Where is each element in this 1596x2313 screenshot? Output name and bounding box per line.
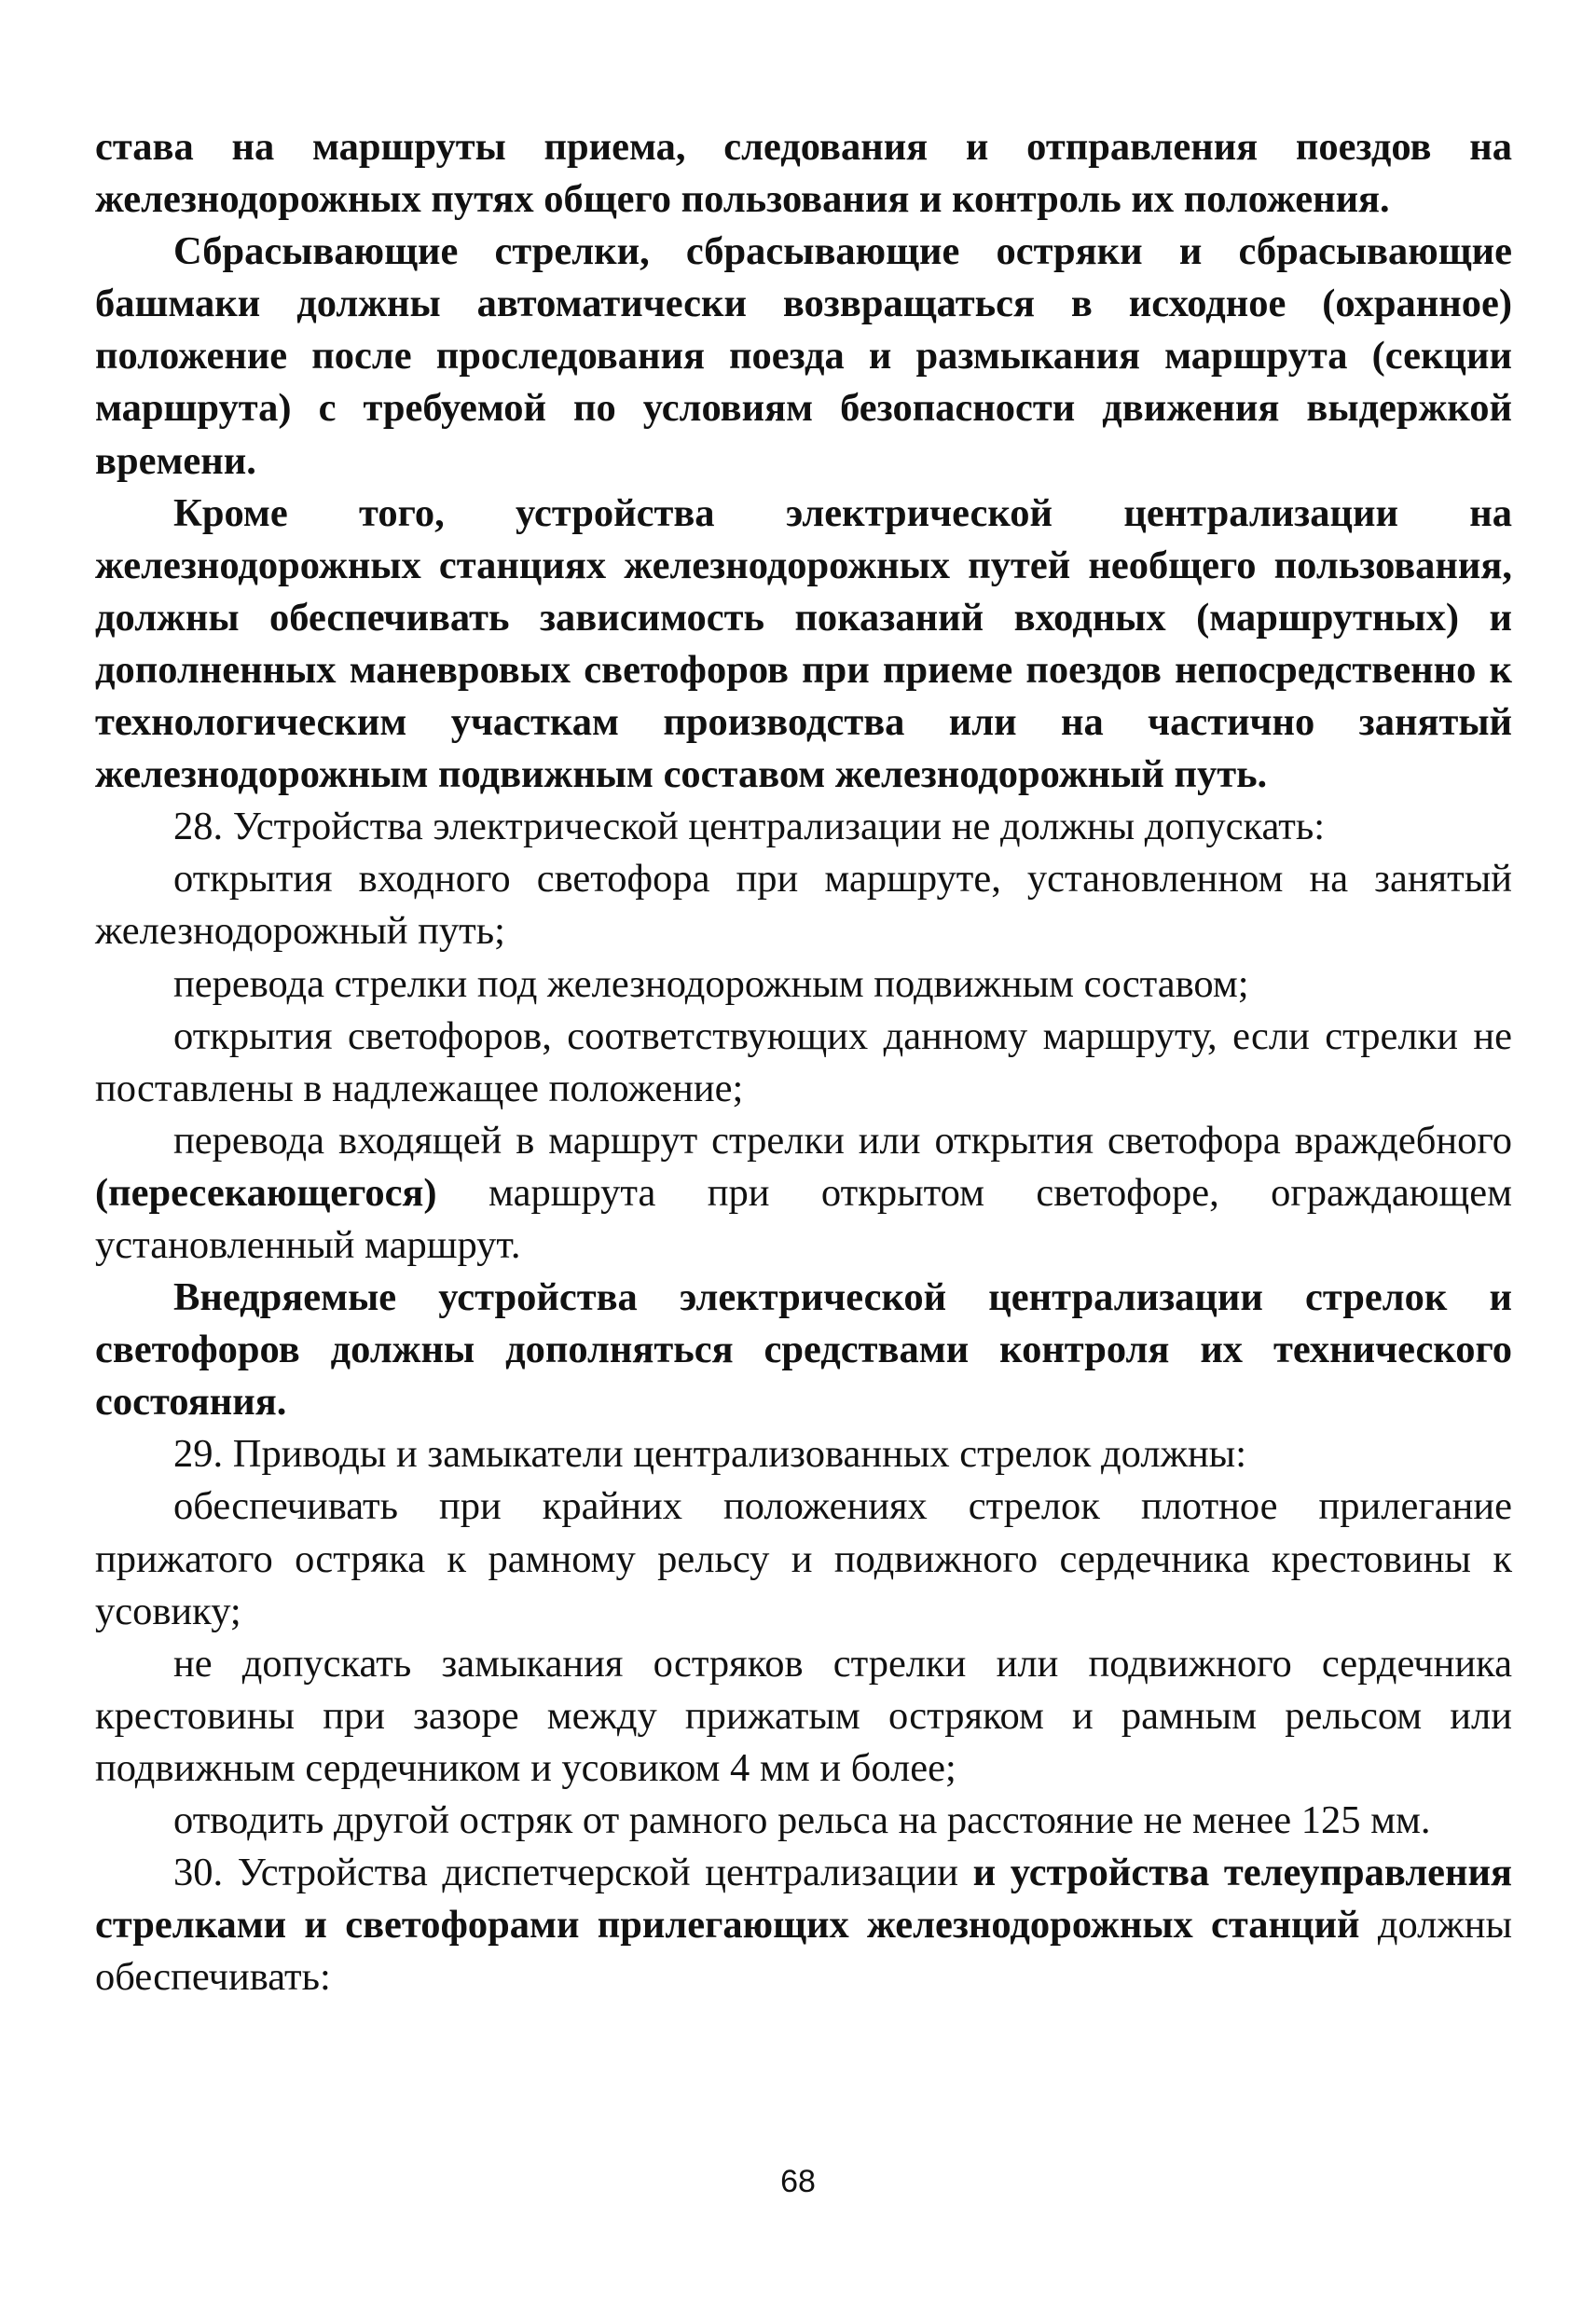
page-number: 68 (780, 2164, 816, 2199)
page-body (95, 121, 1512, 2003)
paragraph-125mm: отводить другой остряк от рамного рельса на расстояние не менее 125 мм. (173, 1798, 1431, 1842)
paragraph-switch-under-rolling-stock: перевода стрелки под железнодорожным подвижным составом; (173, 961, 1249, 1006)
paragraph-monitoring-tools: Внедряемые устройства электрической централизации стрелок и светофоров должны дополняться средствами контроля их технического состояния. (95, 1275, 1512, 1425)
item-30-text-bold: и устройства телеуправления стрелками и светофорами прилегающих железнодорожных станций (95, 1851, 1512, 1948)
paragraph-non-public-tracks: Кроме того, устройства электрической централизации на железнодорожных станциях железнодорожных путей необщего пользования, должны обеспечивать зависимость показаний входных (маршрутных) и дополненных маневровых светофоров при приеме поездов непосредственно к технологическим участкам производства или на частично занятый железнодорожным подвижным составом железнодорожный путь. (95, 490, 1512, 797)
paragraph-entry-signal: открытия входного светофора при маршруте, установленном на занятый железнодорожный путь; (95, 857, 1512, 954)
paragraph-continuation: става на маршруты приема, следования и отправления поездов на железнодорожных путях общего пользования и контроль их положения. (95, 125, 1512, 222)
paragraph-signals-route: открытия светофоров, соответствующих данному маршруту, если стрелки не поставлены в надлежащее положение; (95, 1013, 1512, 1110)
hostile-route-text-end: маршрута при открытом светофоре, ограждающем установленный маршрут. (95, 1170, 1513, 1267)
paragraph-hostile-route (95, 1115, 1512, 1272)
hostile-route-text-start: перевода входящей в маршрут стрелки или открытия светофора враждебного (173, 1118, 1512, 1163)
item-30-text-end: должны обеспечивать: (95, 1903, 1513, 2000)
item-30-text-start: 30. Устройства диспетчерской централизации (173, 1851, 959, 1895)
paragraph-item-29: 29. Приводы и замыкатели централизованных стрелок должны: (173, 1432, 1247, 1477)
paragraph-gap-4mm: не допускать замыкания остряков стрелки или подвижного сердечника крестовины при зазоре между прижатым остряком и рамным рельсом или подвижным сердечником и усовиком 4 мм и более; (95, 1641, 1512, 1790)
paragraph-dropping-switches: Сбрасывающие стрелки, сбрасывающие остряки и сбрасывающие башмаки должны автоматически возвращаться в исходное (охранное) положение после проследования поезда и размыкания маршрута (секции маршрута) с требуемой по условиям безопасности движения выдержкой времени. (95, 229, 1512, 483)
hostile-route-text-bold: (пересекающегося) (95, 1170, 437, 1215)
paragraph-item-28: 28. Устройства электрической централизации не должны допускать: (173, 805, 1326, 849)
paragraph-item-30 (95, 1847, 1512, 2003)
paragraph-tight-fit: обеспечивать при крайних положениях стрелок плотное прилегание прижатого остряка к рамному рельсу и подвижного сердечника крестовины к усовику; (95, 1484, 1512, 1633)
